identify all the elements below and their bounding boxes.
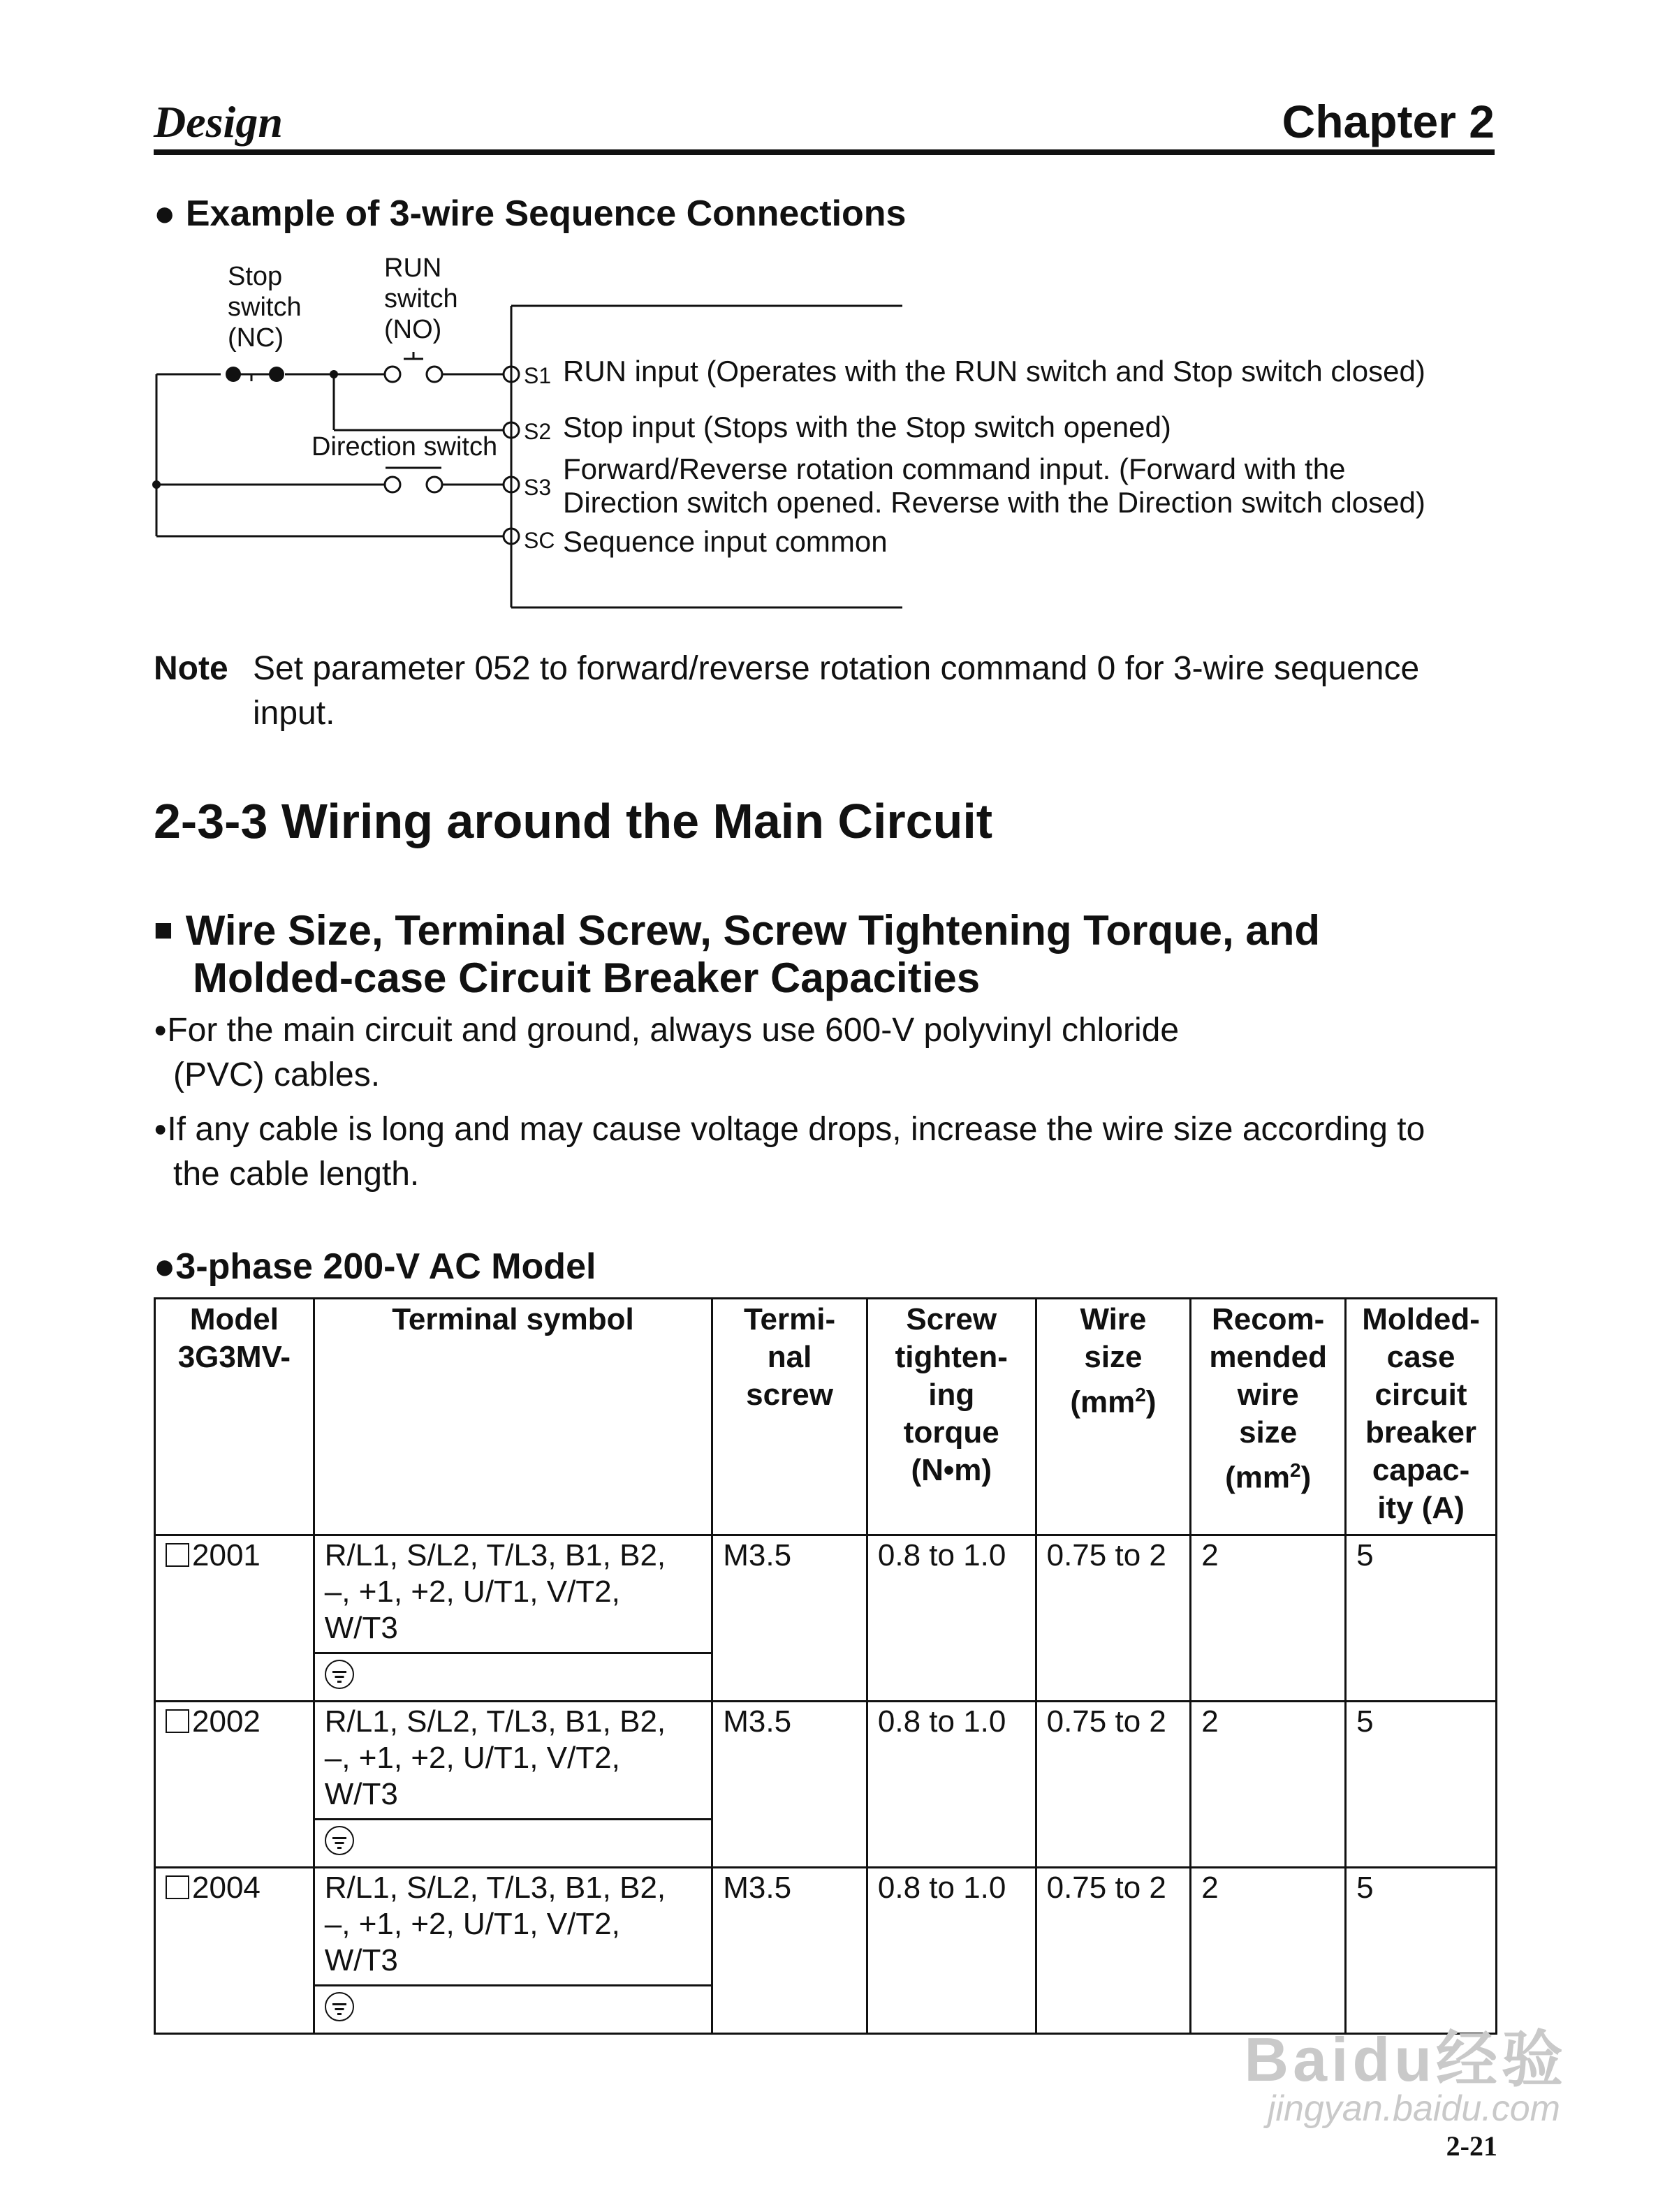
cell-ground-symbol [314, 1820, 712, 1868]
terminal-desc-s2: Stop input (Stops with the Stop switch opened) [563, 411, 1171, 443]
header-breaker: Molded- case circuit breaker capac- ity (A) [1346, 1299, 1497, 1535]
cell-breaker: 5 [1346, 1702, 1497, 1868]
table-row [155, 1702, 1497, 1820]
cell-model: 2004 [155, 1868, 314, 2034]
cell-symbol: R/L1, S/L2, T/L3, B1, B2, –, +1, +2, U/T1, V/T2, W/T3 [314, 1868, 712, 1986]
table-header-row [155, 1299, 1497, 1535]
run-switch-label: RUN switch (NO) [384, 253, 458, 344]
terminal-label-s3: S3 [524, 475, 552, 500]
note-text: Set parameter 052 to forward/reverse rotation command 0 for 3-wire sequence input. [253, 650, 1420, 732]
cell-symbol: R/L1, S/L2, T/L3, B1, B2, –, +1, +2, U/T1, V/T2, W/T3 [314, 1702, 712, 1820]
ground-icon [325, 1826, 354, 1855]
cell-model: 2001 [155, 1535, 314, 1702]
watermark-brand: Baidu经验 [1244, 2025, 1567, 2094]
bullet-item-1: ●For the main circuit and ground, always use 600-V polyvinyl chloride (PVC) cables. [154, 1012, 1180, 1093]
cell-breaker: 5 [1346, 1535, 1497, 1702]
header-torque: Screw tighten- ing torque (N•m) [867, 1299, 1036, 1535]
header-rec-wire-size: Recom- mended wire size $(mm^2)$ [1191, 1299, 1346, 1535]
header-terminal-symbol: Terminal symbol [314, 1299, 712, 1535]
cell-rec: 2 [1191, 1535, 1346, 1702]
ground-icon [325, 1660, 354, 1689]
example-title: ● Example of 3-wire Sequence Connections [154, 193, 907, 234]
header-model: Model 3G3MV- [155, 1299, 314, 1535]
section-heading: 2-3-3 Wiring around the Main Circuit [154, 794, 993, 848]
table-row [155, 1535, 1497, 1653]
terminal-desc-sc: Sequence input common [563, 525, 888, 558]
table-row [155, 1868, 1497, 1986]
subsection-heading: ■ Wire Size, Terminal Screw, Screw Tightening Torque, and [154, 907, 1321, 954]
cell-rec: 2 [1191, 1868, 1346, 2034]
subsection-heading-line2: Molded-case Circuit Breaker Capacities [193, 954, 981, 1001]
cell-symbol: R/L1, S/L2, T/L3, B1, B2, –, +1, +2, U/T1, V/T2, W/T3 [314, 1535, 712, 1653]
cell-wire: 0.75 to 2 [1036, 1868, 1191, 2034]
cell-model: 2002 [155, 1702, 314, 1868]
ground-icon [325, 1992, 354, 2021]
terminal-desc-s1: RUN input (Operates with the RUN switch and Stop switch closed) [563, 355, 1425, 388]
spec-table [154, 1297, 1497, 2035]
header-section: Design [154, 97, 283, 147]
terminal-label-s2: S2 [524, 419, 552, 444]
direction-switch-label: Direction switch [311, 432, 498, 462]
cell-wire: 0.75 to 2 [1036, 1535, 1191, 1702]
header-chapter: Chapter 2 [1282, 96, 1495, 147]
cell-breaker: 5 [1346, 1868, 1497, 2034]
cell-wire: 0.75 to 2 [1036, 1702, 1191, 1868]
cell-torque: 0.8 to 1.0 [867, 1535, 1036, 1702]
header-terminal-screw: Termi- nal screw [712, 1299, 867, 1535]
bullet-dot-icon: ● [154, 1246, 176, 1287]
model-prefix-box-icon [166, 1543, 189, 1567]
cell-screw: M3.5 [712, 1702, 867, 1868]
watermark-url: jingyan.baidu.com [1267, 2088, 1560, 2129]
model-prefix-box-icon [166, 1709, 189, 1733]
cell-ground-symbol [314, 1653, 712, 1702]
table-title: ●3-phase 200-V AC Model [154, 1246, 596, 1287]
bullet-dot-icon: ● [154, 193, 176, 234]
header-wire-size: Wire size $(mm^2)$ [1036, 1299, 1191, 1535]
bullet-dot-icon: ● [154, 1017, 168, 1042]
note-label: Note [154, 650, 228, 687]
stop-switch-label: Stop switch (NC) [228, 262, 302, 353]
bullet-dot-icon: ● [154, 1116, 168, 1141]
cell-screw: M3.5 [712, 1868, 867, 2034]
cell-torque: 0.8 to 1.0 [867, 1702, 1036, 1868]
cell-torque: 0.8 to 1.0 [867, 1868, 1036, 2034]
square-bullet-icon: ■ [154, 911, 173, 948]
page-number: 2-21 [1446, 2130, 1497, 2162]
terminal-label-sc: SC [524, 528, 555, 553]
cell-screw: M3.5 [712, 1535, 867, 1702]
cell-ground-symbol [314, 1986, 712, 2034]
terminal-desc-s3: Forward/Reverse rotation command input. (Forward with the Direction switch opened. Reverse with the Direction switch closed) [563, 452, 1425, 519]
model-prefix-box-icon [166, 1875, 189, 1899]
cell-rec: 2 [1191, 1702, 1346, 1868]
terminal-label-s1: S1 [524, 363, 552, 388]
bullet-item-2: ●If any cable is long and may cause voltage drops, increase the wire size according to the cable length. [154, 1111, 1425, 1193]
